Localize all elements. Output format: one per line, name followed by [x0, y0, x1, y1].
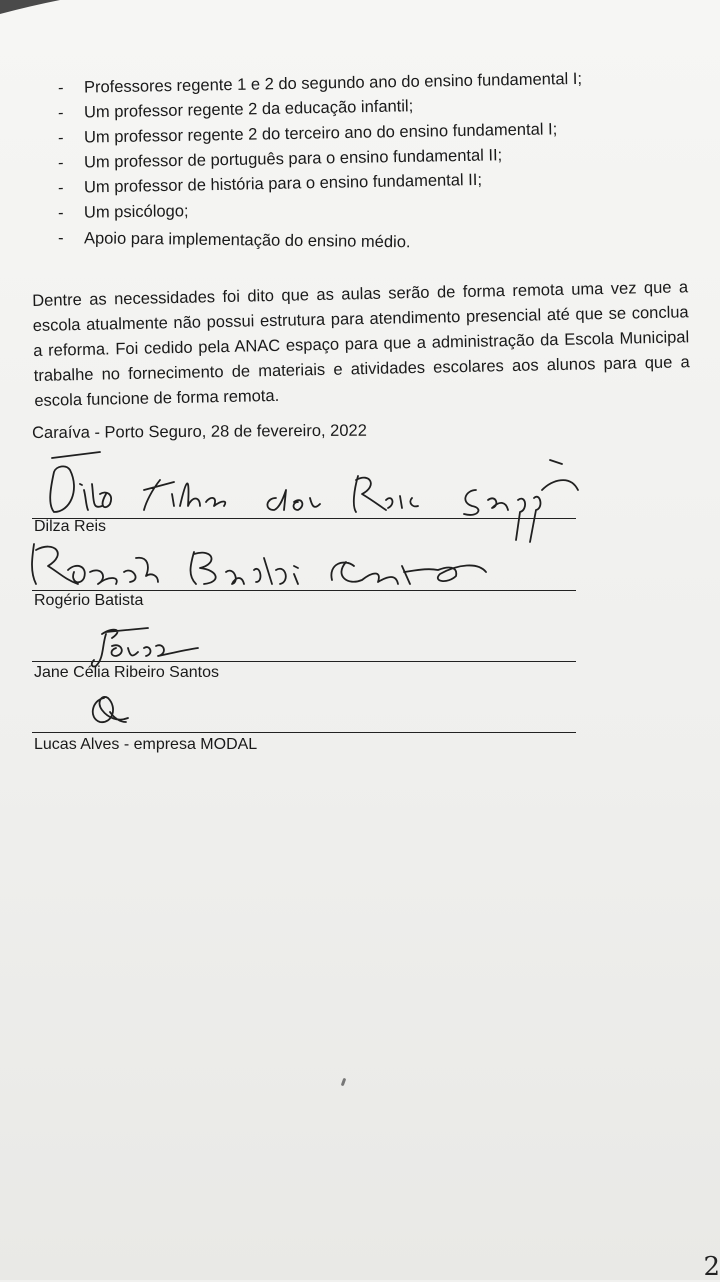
- body-paragraph: Dentre as necessidades foi dito que as aulas serão de forma remota uma vez que a escola atualmente não possui estrutura para atendimento presencial até que se conclua a reforma. Foi cedido pela ANAC espaço para que a administração da Escola Municipal trabalhe no fornecimento de materiais e atividades escolares aos alunos para que a escola funcione de forma remota.: [32, 277, 690, 410]
- list-item-text: Um professor regente 2 da educação infantil;: [83, 97, 414, 122]
- bullet-dash: -: [57, 153, 64, 172]
- requirements-list: [57, 69, 658, 252]
- signature-block: [32, 624, 576, 694]
- bullet-dash: -: [57, 128, 64, 147]
- list-item-text: Um professor de português para o ensino fundamental II;: [83, 146, 503, 172]
- list-item-text: Professores regente 1 e 2 do segundo ano do ensino fundamental I;: [83, 69, 583, 97]
- signatory-name: Rogério Batista: [34, 592, 144, 609]
- signature-block: [32, 536, 576, 616]
- list-item-text: Um professor de história para o ensino fundamental II;: [83, 170, 483, 197]
- place-and-date: Caraíva - Porto Seguro, 28 de fevereiro, 2022: [32, 421, 367, 442]
- list-item: [58, 226, 658, 258]
- signature-line: [32, 732, 576, 733]
- handwritten-signature: [84, 688, 144, 732]
- bullet-dash: -: [57, 78, 64, 97]
- signature-line: [32, 661, 576, 662]
- bullet-dash: -: [57, 203, 64, 222]
- bullet-dash: -: [57, 178, 64, 197]
- signature-line: [32, 518, 576, 519]
- handwritten-signature: [40, 450, 580, 550]
- paper-speck: [341, 1078, 347, 1087]
- signature-block: [32, 688, 576, 758]
- list-item-text: Um psicólogo;: [83, 202, 189, 222]
- page-number: 2: [703, 1252, 720, 1282]
- list-item-text: Apoio para implementação do ensino médio.: [83, 229, 411, 252]
- bullet-dash: -: [57, 229, 64, 248]
- list-item-text: Um professor regente 2 do terceiro ano do ensino fundamental I;: [83, 120, 558, 147]
- signature-block: [32, 450, 576, 540]
- signatory-name: Dilza Reis: [34, 518, 107, 535]
- bullet-dash: -: [57, 103, 64, 122]
- signatory-name: Jane Célia Ribeiro Santos: [34, 664, 219, 681]
- signature-line: [32, 590, 576, 591]
- signatory-name: Lucas Alves - empresa MODAL: [34, 736, 258, 753]
